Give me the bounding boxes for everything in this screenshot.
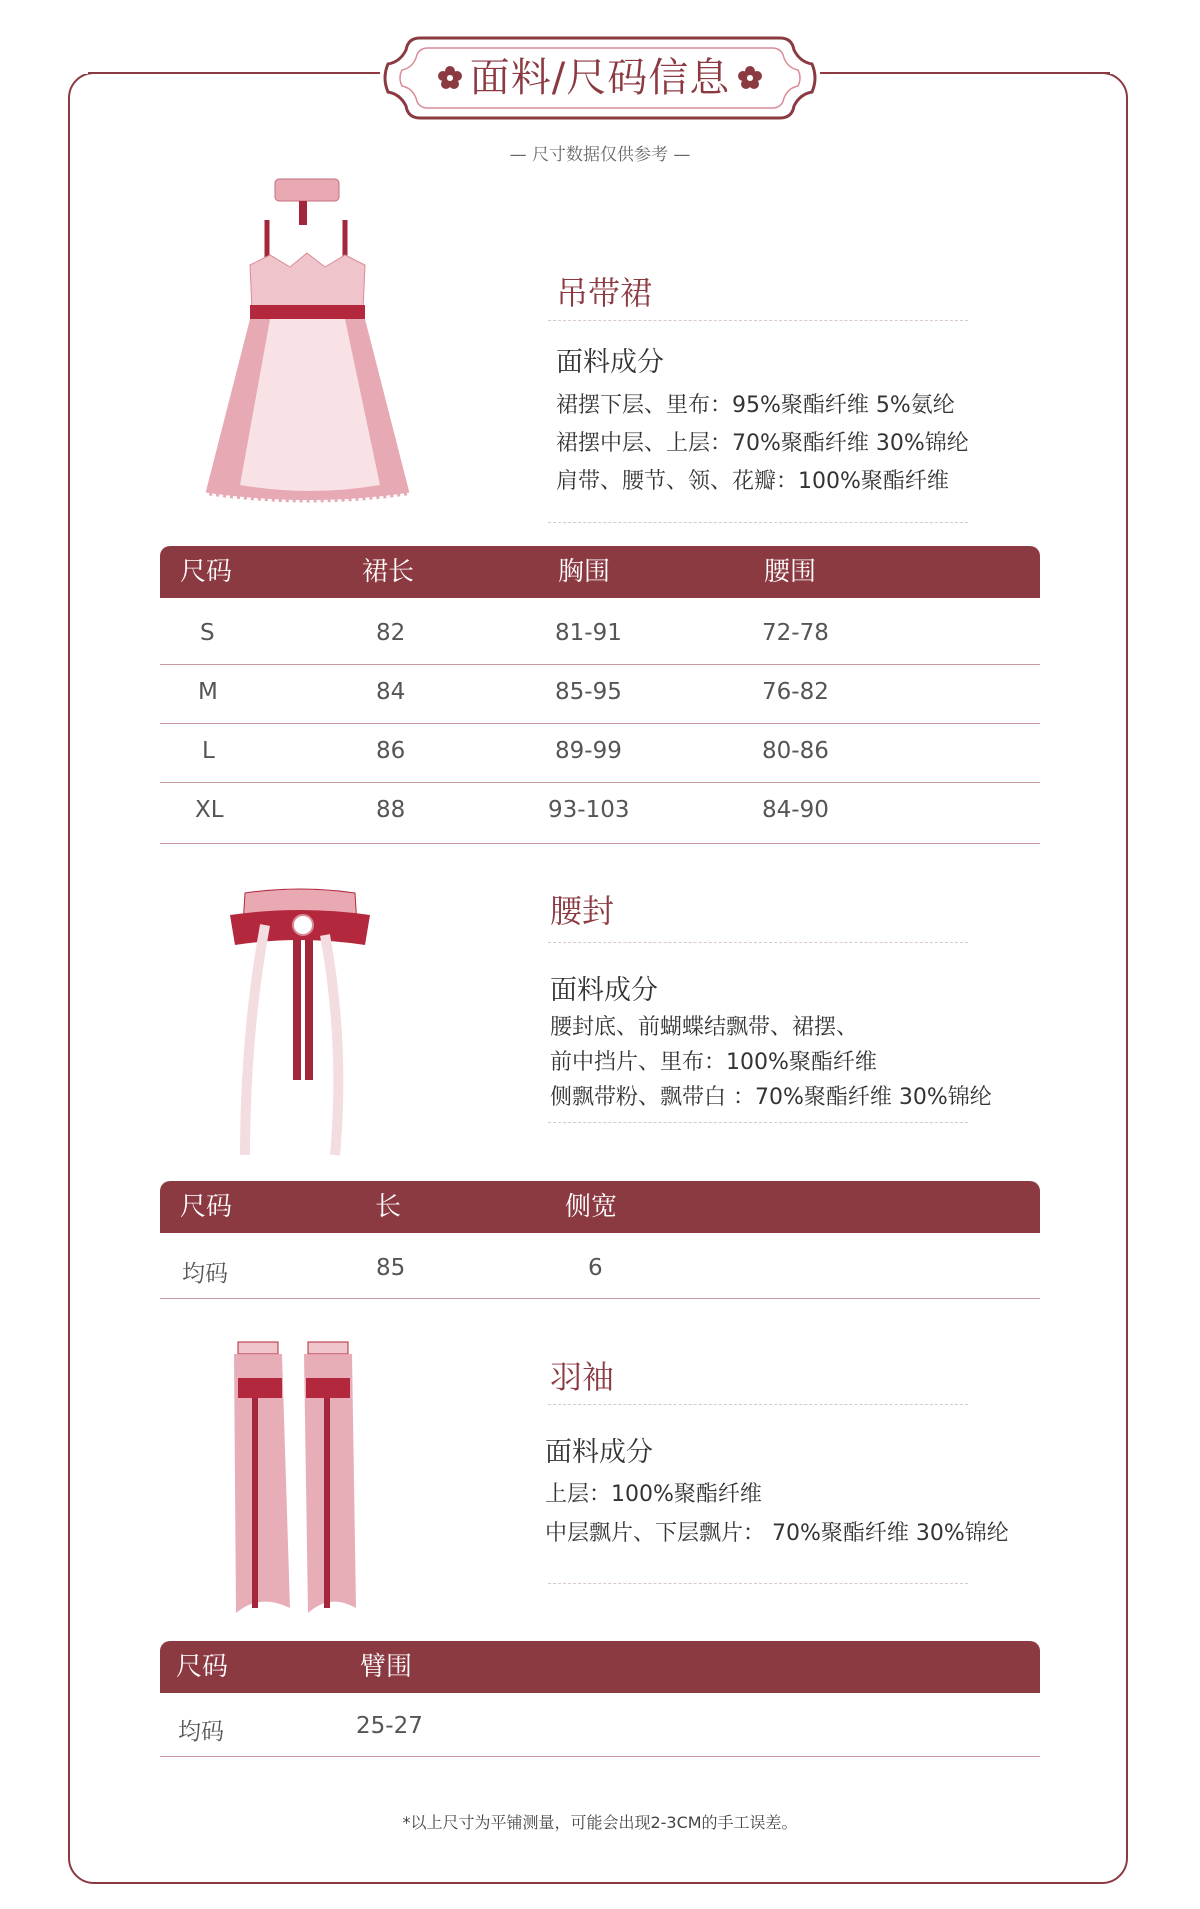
table-cell: M [198, 679, 218, 705]
size-table-header [160, 1181, 1040, 1233]
feather-sleeves-image [230, 1338, 360, 1618]
table-cell: 均码 [182, 1261, 228, 1287]
table-cell: 81-91 [555, 620, 622, 646]
divider [548, 320, 968, 321]
table-cell: S [200, 620, 215, 646]
table-header-cell: 尺码 [180, 1192, 233, 1222]
waist-corset-image [225, 885, 375, 1165]
section-title-waist: 腰封 [550, 892, 615, 930]
table-cell: 6 [588, 1255, 603, 1281]
divider [548, 1404, 968, 1405]
table-cell: 80-86 [762, 738, 829, 764]
table-header-cell: 尺码 [176, 1652, 229, 1682]
row-divider [160, 843, 1040, 844]
table-cell: 72-78 [762, 620, 829, 646]
material-line: 腰封底、前蝴蝶结飘带、裙摆、 [550, 1015, 859, 1040]
table-cell: 89-99 [555, 738, 622, 764]
table-header-cell: 臂围 [360, 1652, 413, 1682]
table-cell: 84-90 [762, 797, 829, 823]
material-heading: 面料成分 [550, 975, 658, 1006]
table-cell: 82 [376, 620, 406, 646]
footnote: *以上尺寸为平铺测量，可能会出现2-3CM的手工误差。 [402, 1813, 798, 1832]
table-header-cell: 尺码 [180, 557, 233, 587]
table-cell: 均码 [178, 1719, 224, 1745]
table-cell: 88 [376, 797, 406, 823]
table-cell: 25-27 [356, 1713, 423, 1739]
table-header-cell: 裙长 [362, 557, 415, 587]
divider [548, 1583, 968, 1584]
table-header-cell: 侧宽 [565, 1192, 618, 1222]
material-line: 裙摆中层、上层：70%聚酯纤维 30%锦纶 [556, 431, 969, 456]
material-heading: 面料成分 [556, 347, 664, 378]
table-cell: 86 [376, 738, 406, 764]
section-title-dress: 吊带裙 [556, 274, 653, 312]
row-divider [160, 723, 1040, 724]
size-table-header [160, 1641, 1040, 1693]
material-line: 前中挡片、里布：100%聚酯纤维 [550, 1050, 877, 1075]
table-cell: 85 [376, 1255, 406, 1281]
row-divider [160, 1298, 1040, 1299]
material-line: 侧飘带粉、飘带白 ：70%聚酯纤维 30%锦纶 [550, 1085, 992, 1110]
table-cell: L [202, 738, 215, 764]
divider [548, 1122, 968, 1123]
table-header-cell: 长 [375, 1192, 402, 1222]
divider [548, 522, 968, 523]
row-divider [160, 1756, 1040, 1757]
table-cell: 76-82 [762, 679, 829, 705]
material-heading: 面料成分 [545, 1437, 653, 1468]
material-line: 上层：100%聚酯纤维 [545, 1482, 762, 1507]
table-header-cell: 胸围 [558, 557, 611, 587]
size-table-header [160, 546, 1040, 598]
material-line: 裙摆下层、里布：95%聚酯纤维 5%氨纶 [556, 393, 955, 418]
material-line: 中层飘片、下层飘片： 70%聚酯纤维 30%锦纶 [545, 1521, 1009, 1546]
section-title-sleeves: 羽袖 [550, 1358, 615, 1396]
table-cell: XL [195, 797, 224, 823]
table-cell: 93-103 [548, 797, 630, 823]
divider [548, 942, 968, 943]
table-header-cell: 腰围 [764, 557, 817, 587]
table-cell: 84 [376, 679, 406, 705]
row-divider [160, 782, 1040, 783]
dress-image [195, 175, 425, 515]
page-title: 面料/尺码信息 [469, 55, 731, 101]
title-badge [380, 28, 820, 128]
row-divider [160, 664, 1040, 665]
table-cell: 85-95 [555, 679, 622, 705]
page-subtitle: — 尺寸数据仅供参考 — [509, 145, 691, 165]
material-line: 肩带、腰节、领、花瓣：100%聚酯纤维 [556, 469, 949, 494]
